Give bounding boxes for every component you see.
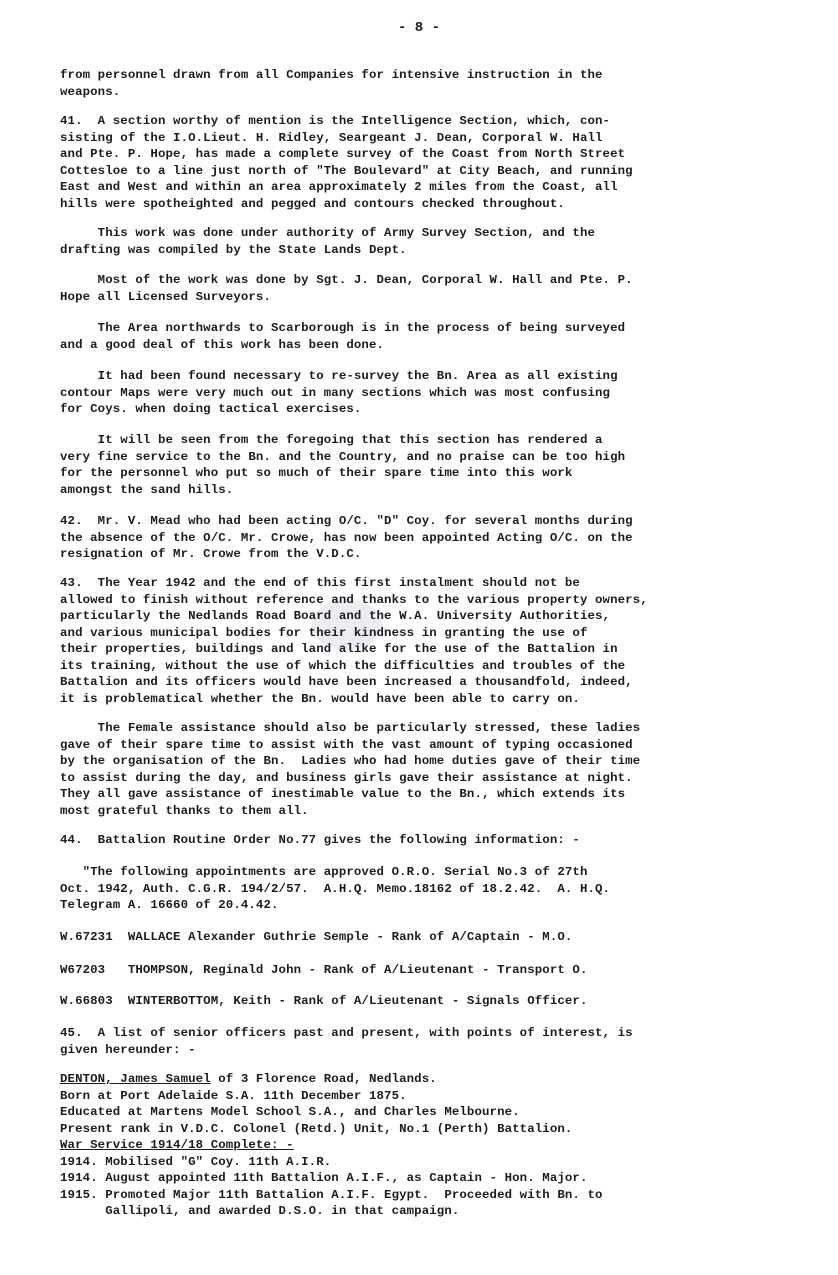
paragraph-41: 41. A section worthy of mention is the Intelligence Section, which, con- sisting of the I.O.Lieut. H. Ridley, Seargeant J. Dean, Corporal W. Hall and Pte. P. Hope, has made a complete survey of the Coast from North Street Cottesloe to a line just north of "The Boulevard" at City Beach, and running East and West and within an area approximately 2 miles from the Coast, all hills were spotheighted and pegged and contours checked throughout. [60,114,633,211]
paragraph-41-scarborough: The Area northwards to Scarborough is in the process of being surveyed and a good deal of this work has been done. [60,321,626,352]
paragraph-41-surveyors: Most of the work was done by Sgt. J. Dean, Corporal W. Hall and Pte. P. Hope all Licensed Surveyors. [60,273,633,304]
paragraph-43: 43. The Year 1942 and the end of this first instalment should not be allowed to finish without reference and thanks to the various property owners, particularly the Nedlands Road Board and the W.A. University Authorities, and various municipal bodies for their kindness in granting the use of their properties, buildings and land alike for the use of the Battalion in its training, without the use of which the difficulties and troubles of the Battalion and its officers would have been increased a thousandfold, indeed, it is problematical whether the Bn. would have been able to carry on. [60,576,648,706]
appointment-wallace: W.67231 WALLACE Alexander Guthrie Semple - Rank of A/Captain - M.O. [60,930,573,944]
paragraph-42: 42. Mr. V. Mead who had been acting O/C. "D" Coy. for several months during the absence of the O/C. Mr. Crowe, has now been appointed Acting O/C. on the resignation of Mr. Crowe from the V.D.C. [60,514,633,561]
officer-entry-denton: DENTON, James Samuel of 3 Florence Road, Nedlands. Born at Port Adelaide S.A. 11th December 1875. Educated at Martens Model School S.A., and Charles Melbourne. Present rank in V.D.C. Colonel (Retd.) Unit, No.1 (Perth) Battalion. War Service 1914/18 Complete: - 1914. Mobilised "G" Coy. 11th A.I.R. 1914. August appointed 11th Battalion A.I.F., as Captain - Hon. Major. 1915. Promoted Major 11th Battalion A.I.F. Egypt. Proceeded with Bn. to Gallipoli, and awarded D.S.O. in that campaign. [60,1071,780,1220]
paragraph-41-resurvey: It had been found necessary to re-survey the Bn. Area as all existing contour Maps were very much out in many sections which was most confusing for Coys. when doing tactical exercises. [60,369,618,416]
paragraph-43-female-assistance: The Female assistance should also be particularly stressed, these ladies gave of their spare time to assist with the vast amount of typing occasioned by the organisation of the Bn. Ladies who had home duties gave of their time to assist during the day, and business girls gave their assistance at night. They all gave assistance of inestimable value to the Bn., which extends its most grateful thanks to them all. [60,721,641,818]
appointment-winterbottom: W.66803 WINTERBOTTOM, Keith - Rank of A/Lieutenant - Signals Officer. [60,994,588,1008]
paragraph-44: 44. Battalion Routine Order No.77 gives the following information: - [60,833,580,847]
page-number: - 8 - [397,20,440,36]
paragraph-41-survey-authority: This work was done under authority of Army Survey Section, and the drafting was compiled by the State Lands Dept. [60,226,596,257]
paragraph-41-praise: It will be seen from the foregoing that this section has rendered a very fine service to the Bn. and the Country, and no praise can be too high for the personnel who put so much of their spare time into this work amongst the sand hills. [60,433,626,497]
officer-name: DENTON, James Samuel [60,1072,211,1086]
appointment-thompson: W67203 THOMPSON, Reginald John - Rank of A/Lieutenant - Transport O. [60,963,588,977]
intro-paragraph: from personnel drawn from all Companies for intensive instruction in the weapons. [60,68,603,99]
war-service-heading: War Service 1914/18 Complete: - [60,1138,294,1152]
paragraph-45: 45. A list of senior officers past and present, with points of interest, is given hereunder: - [60,1026,633,1057]
routine-order-quote: "The following appointments are approved O.R.O. Serial No.3 of 27th Oct. 1942, Auth. C.G.R. 194/2/57. A.H.Q. Memo.18162 of 18.2.42. A. H.Q. Telegram A. 16660 of 20.4.42. [60,865,611,912]
